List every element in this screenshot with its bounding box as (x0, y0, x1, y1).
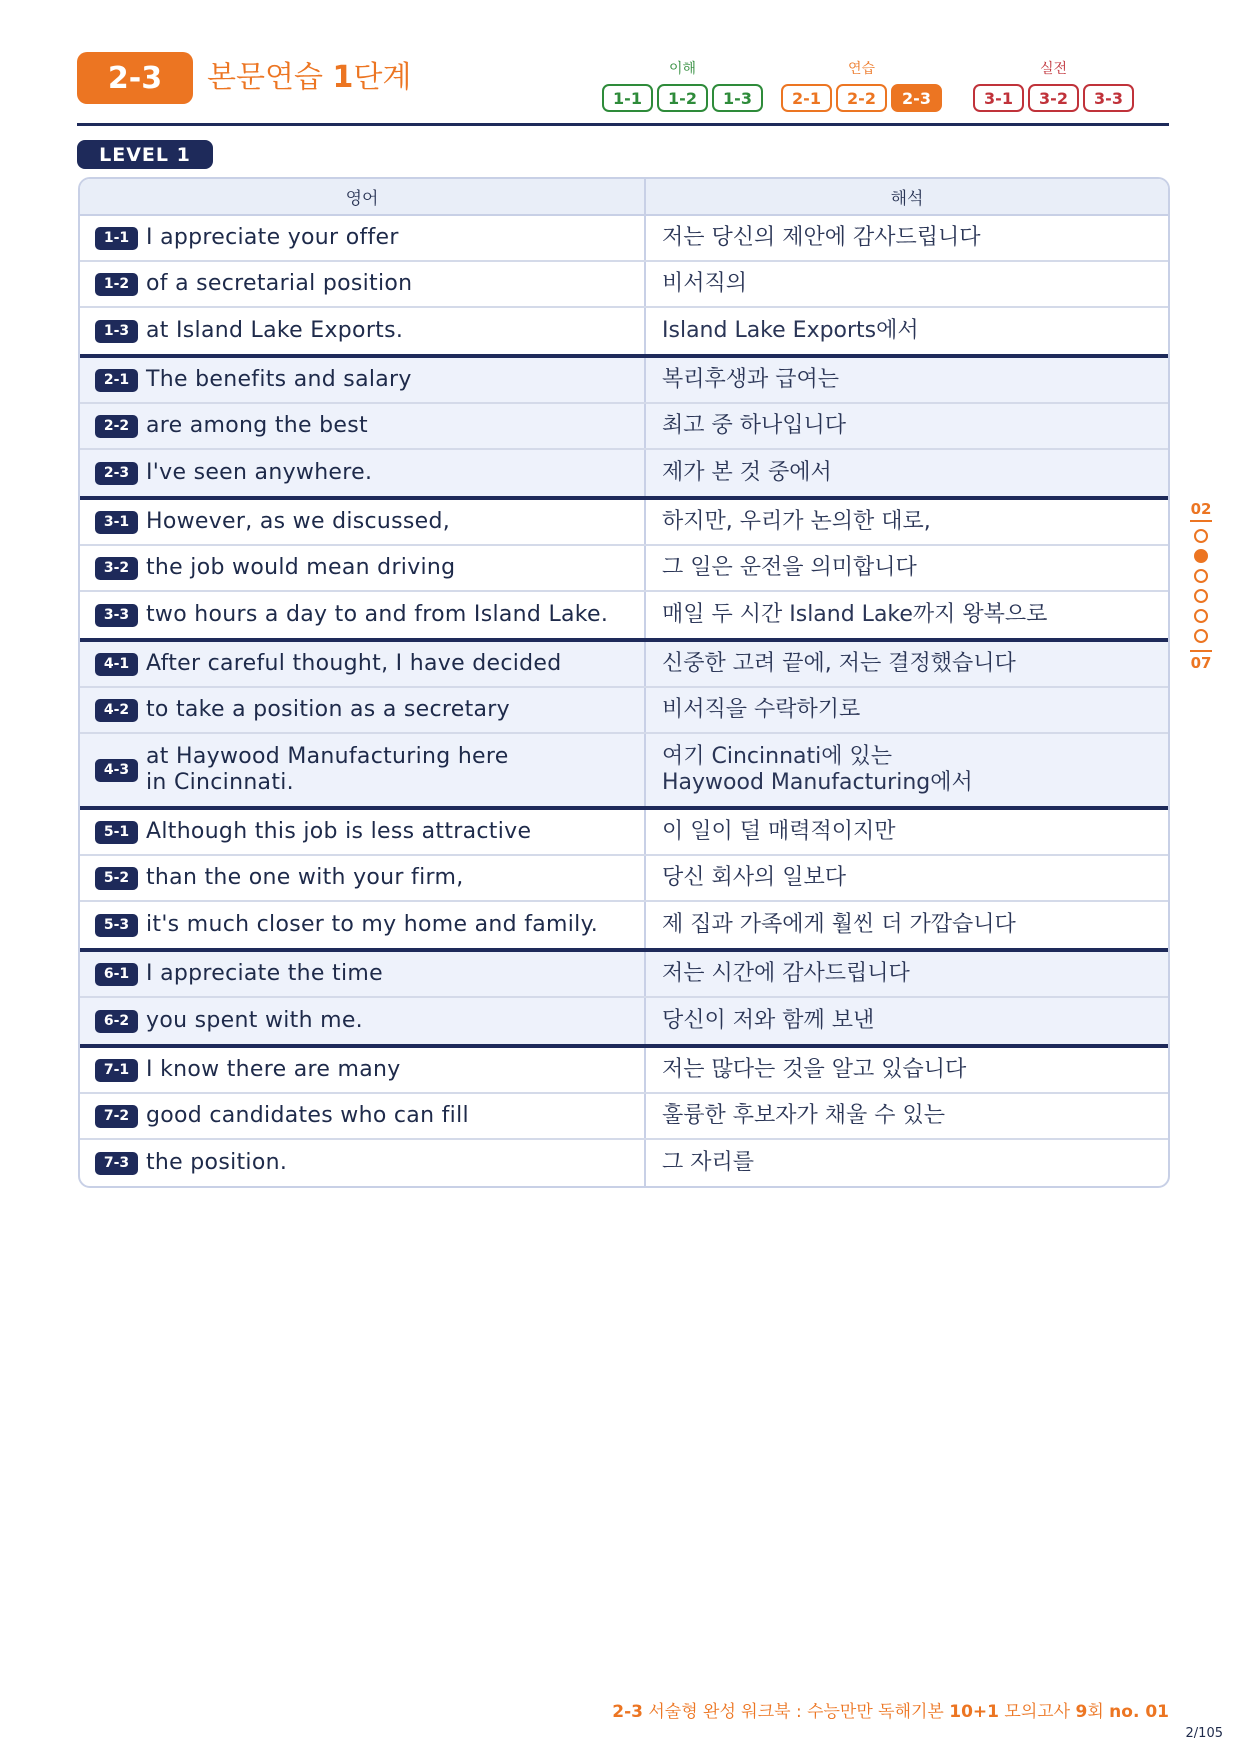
english-text: the job would mean driving (146, 555, 456, 580)
korean-text: 복리후생과 급여는 (662, 367, 840, 392)
english-text: I know there are many (146, 1057, 401, 1082)
korean-text: 당신 회사의 일보다 (662, 865, 847, 890)
english-text: Although this job is less attractive (146, 819, 532, 844)
english-text: two hours a day to and from Island Lake. (146, 602, 609, 627)
step-chip-3-2[interactable]: 3-2 (1028, 84, 1079, 112)
english-text: I've seen anywhere. (146, 460, 373, 485)
korean-text: Island Lake Exports에서 (662, 318, 919, 343)
row-number: 1-3 (95, 320, 138, 343)
table-row (80, 500, 1168, 546)
table-row (80, 902, 1168, 948)
row-number: 4-3 (95, 759, 138, 782)
table-row (80, 1140, 1168, 1186)
english-text: The benefits and salary (146, 367, 412, 392)
page-title: 본문연습 1단계 (207, 60, 412, 95)
english-text: I appreciate your offer (146, 225, 399, 250)
table-row (80, 216, 1168, 262)
korean-text: 이 일이 덜 매력적이지만 (662, 819, 896, 844)
row-number: 2-3 (95, 462, 138, 485)
row-number: 2-1 (95, 369, 138, 392)
table-row (80, 810, 1168, 856)
table-row (80, 856, 1168, 902)
table-row (80, 404, 1168, 450)
table-row (80, 358, 1168, 404)
korean-text: 최고 중 하나입니다 (662, 413, 847, 438)
sentence-group-7 (80, 1048, 1168, 1186)
step-chip-2-1[interactable]: 2-1 (781, 84, 832, 112)
korean-text: 그 자리를 (662, 1150, 755, 1175)
table-row (80, 952, 1168, 998)
page-header (77, 52, 1169, 126)
korean-text: 훌륭한 후보자가 채울 수 있는 (662, 1103, 945, 1128)
row-number: 4-1 (95, 653, 138, 676)
korean-text: 비서직을 수락하기로 (662, 697, 861, 722)
korean-text: 제 집과 가족에게 훨씬 더 가깝습니다 (662, 912, 1016, 937)
table-row (80, 1094, 1168, 1140)
table-row (80, 592, 1168, 638)
progress-dot[interactable] (1194, 629, 1208, 643)
english-text: After careful thought, I have decided (146, 651, 562, 676)
row-number: 7-1 (95, 1059, 138, 1082)
row-number: 1-1 (95, 227, 138, 250)
table-row (80, 688, 1168, 734)
row-number: 3-2 (95, 557, 138, 580)
row-number: 6-2 (95, 1010, 138, 1033)
korean-text: 저는 당신의 제안에 감사드립니다 (662, 225, 981, 250)
side-nav-start: 02 (1190, 500, 1212, 518)
table-row (80, 262, 1168, 308)
sentence-group-2 (80, 358, 1168, 500)
side-nav-end: 07 (1190, 654, 1212, 672)
side-progress-nav (1186, 500, 1216, 672)
english-text: you spent with me. (146, 1008, 363, 1033)
english-text: However, as we discussed, (146, 509, 451, 534)
korean-text: 저는 많다는 것을 알고 있습니다 (662, 1057, 967, 1082)
sentence-group-4 (80, 642, 1168, 810)
table-row (80, 734, 1168, 806)
sentence-table (78, 177, 1170, 1188)
progress-dot[interactable] (1194, 569, 1208, 583)
step-group-actual (973, 60, 1134, 112)
page-number: 2/105 (1185, 1726, 1223, 1741)
english-text: it's much closer to my home and family. (146, 912, 599, 937)
header-korean: 해석 (890, 189, 924, 209)
english-text: good candidates who can fill (146, 1103, 469, 1128)
row-number: 1-2 (95, 273, 138, 296)
header-english: 영어 (80, 179, 646, 214)
step-chip-1-3[interactable]: 1-3 (712, 84, 763, 112)
korean-text: 신중한 고려 끝에, 저는 결정했습니다 (662, 651, 1016, 676)
progress-dot[interactable] (1194, 609, 1208, 623)
section-badge: 2-3 (77, 52, 193, 104)
korean-text: 당신이 저와 함께 보낸 (662, 1008, 875, 1033)
table-row (80, 1048, 1168, 1094)
table-row (80, 642, 1168, 688)
side-nav-divider (1190, 520, 1212, 522)
header-divider (77, 123, 1169, 126)
english-text: are among the best (146, 413, 368, 438)
english-text: at Island Lake Exports. (146, 318, 404, 343)
row-number: 6-1 (95, 963, 138, 986)
footer-title: 2-3 서술형 완성 워크북 : 수능만만 독해기본 10+1 모의고사 9회 no. 01 (612, 1702, 1169, 1722)
sentence-group-1 (80, 216, 1168, 358)
table-header (80, 179, 1168, 216)
english-text: of a secretarial position (146, 271, 413, 296)
english-text: the position. (146, 1150, 288, 1175)
step-group-label: 이해 (668, 61, 697, 77)
table-row (80, 998, 1168, 1044)
row-number: 3-1 (95, 511, 138, 534)
step-group-practice (781, 60, 942, 112)
level-badge: LEVEL 1 (77, 140, 213, 169)
progress-dot-active[interactable] (1194, 549, 1208, 563)
row-number: 2-2 (95, 415, 138, 438)
korean-text: 그 일은 운전을 의미합니다 (662, 555, 917, 580)
korean-text: 제가 본 것 중에서 (662, 460, 832, 485)
row-number: 3-3 (95, 604, 138, 627)
row-number: 7-2 (95, 1105, 138, 1128)
step-chip-3-1[interactable]: 3-1 (973, 84, 1024, 112)
step-group-understand (602, 60, 763, 112)
english-text: to take a position as a secretary (146, 697, 510, 722)
step-group-label: 실전 (1039, 61, 1068, 77)
table-row (80, 308, 1168, 354)
sentence-group-3 (80, 500, 1168, 642)
step-chip-1-1[interactable]: 1-1 (602, 84, 653, 112)
step-chip-2-3[interactable]: 2-3 (891, 84, 942, 112)
step-chip-2-2[interactable]: 2-2 (836, 84, 887, 112)
english-text: at Haywood Manufacturing here in Cincinnati. (146, 744, 509, 795)
row-number: 5-2 (95, 867, 138, 890)
step-group-label: 연습 (847, 61, 876, 77)
row-number: 7-3 (95, 1152, 138, 1175)
row-number: 4-2 (95, 699, 138, 722)
table-row (80, 450, 1168, 496)
english-text: I appreciate the time (146, 961, 383, 986)
korean-text: 하지만, 우리가 논의한 대로, (662, 509, 931, 534)
row-number: 5-3 (95, 914, 138, 937)
row-number: 5-1 (95, 821, 138, 844)
progress-dot[interactable] (1194, 589, 1208, 603)
korean-text: 여기 Cincinnati에 있는 Haywood Manufacturing에서 (662, 744, 973, 795)
step-chip-3-3[interactable]: 3-3 (1083, 84, 1134, 112)
side-nav-divider (1190, 650, 1212, 652)
english-text: than the one with your firm, (146, 865, 464, 890)
korean-text: 비서직의 (662, 271, 748, 296)
table-row (80, 546, 1168, 592)
sentence-group-5 (80, 810, 1168, 952)
sentence-group-6 (80, 952, 1168, 1048)
step-chip-1-2[interactable]: 1-2 (657, 84, 708, 112)
korean-text: 매일 두 시간 Island Lake까지 왕복으로 (662, 602, 1048, 627)
korean-text: 저는 시간에 감사드립니다 (662, 961, 910, 986)
progress-dot[interactable] (1194, 529, 1208, 543)
